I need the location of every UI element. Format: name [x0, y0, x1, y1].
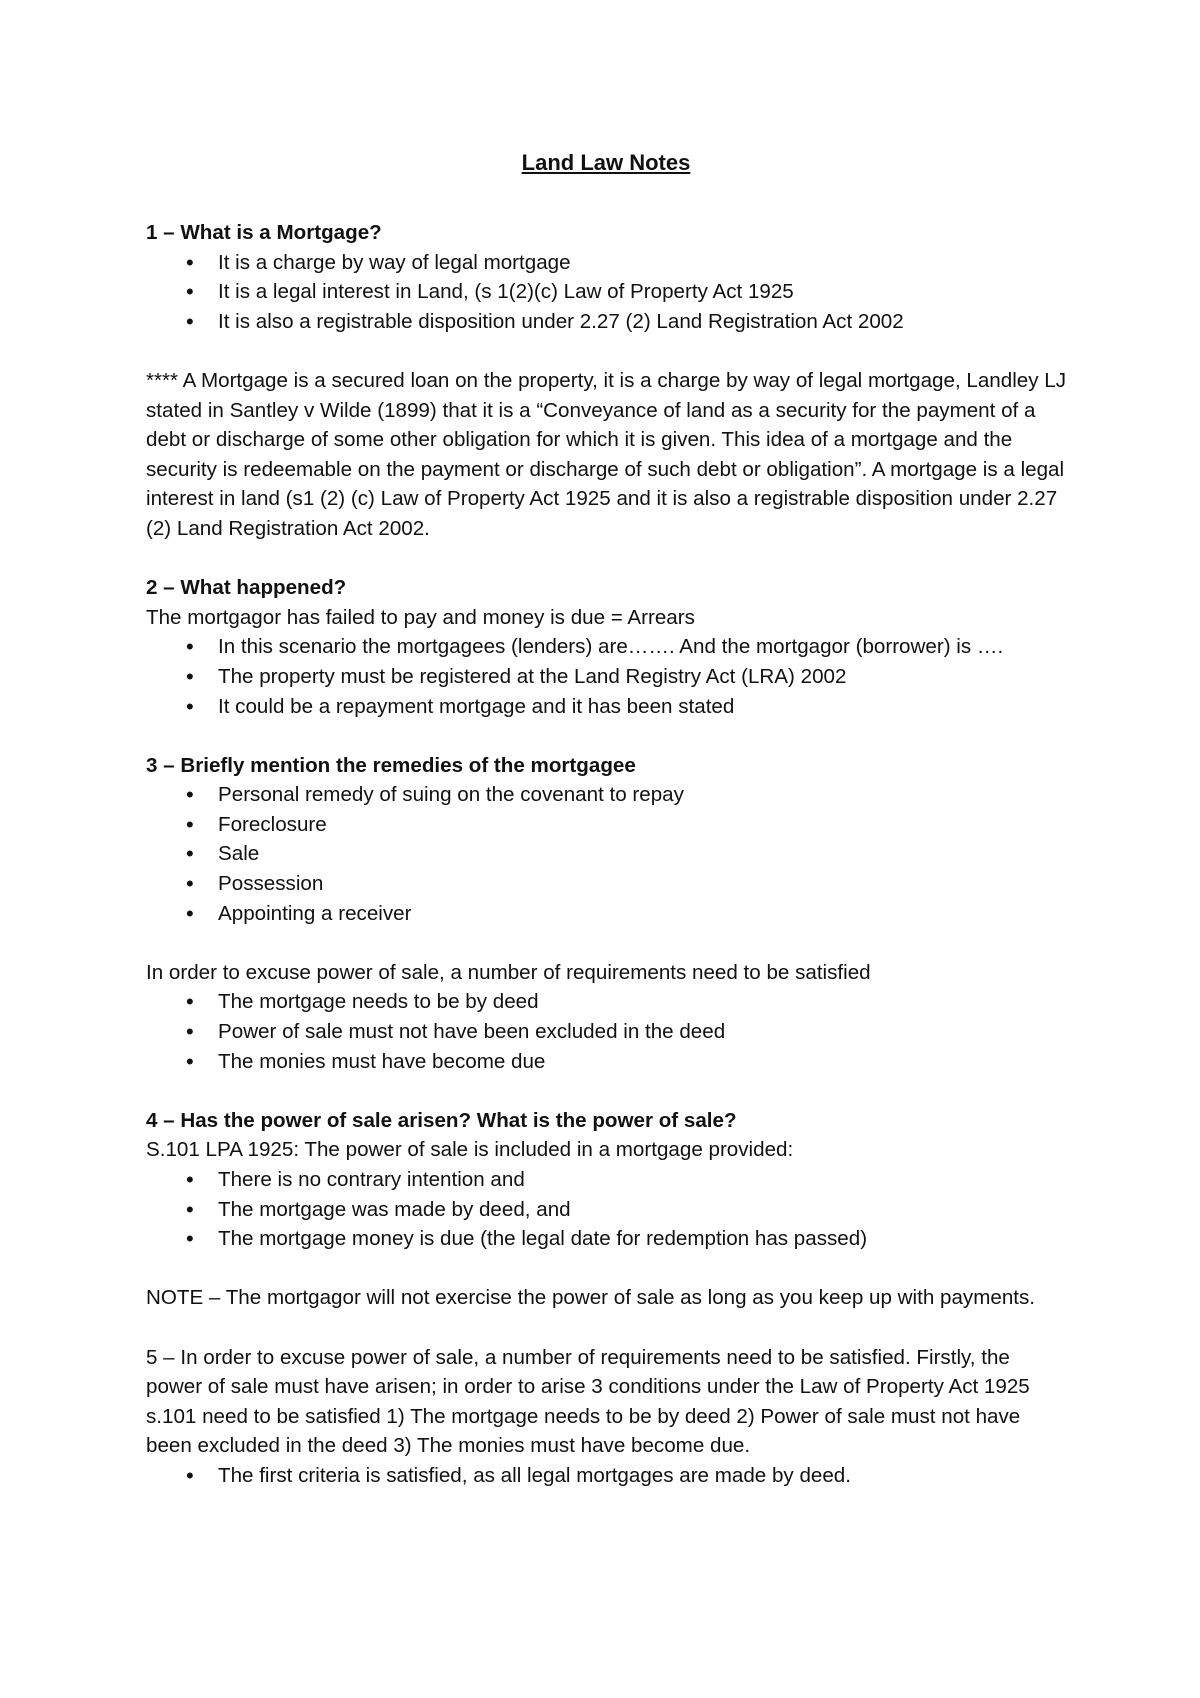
- list-item: • Foreclosure: [146, 810, 1066, 840]
- section-5-list: [146, 1461, 1066, 1491]
- section-1-number: 1 –: [146, 221, 181, 244]
- requirements-intro: In order to excuse power of sale, a number of requirements need to be satisfied: [146, 960, 871, 984]
- spacer: [146, 928, 1066, 958]
- document-title: Land Law Notes: [521, 150, 691, 175]
- section-5-paragraph: 5 – In order to excuse power of sale, a number of requirements need to be satisfied. Firstly, the power of sale must have arisen; in order to arise 3 conditions under the Law of Property Act 1925 s.101 need to be satisfied 1) The mortgage needs to be by deed 2) Power of sale must not have been excluded in the deed 3) The monies must have become due.: [146, 1345, 1030, 1458]
- spacer: [146, 1254, 1066, 1284]
- spacer: [146, 336, 1066, 366]
- section-2-list: [146, 632, 1066, 721]
- spacer: [146, 1076, 1066, 1106]
- list-item: • Appointing a receiver: [146, 899, 1066, 929]
- note-paragraph: NOTE – The mortgagor will not exercise the power of sale as long as you keep up with payments.: [146, 1286, 1036, 1310]
- mortgage-definition-paragraph: **** A Mortgage is a secured loan on the property, it is a charge by way of legal mortgage, Landley LJ stated in Santley v Wilde (1899) that it is a “Conveyance of land as a security for the payment of a debt or discharge of some other obligation for which it is given. This idea of a mortgage and the security is redeemable on the payment or discharge of such debt or obligation”. A mortgage is a legal interest in land (s1 (2) (c) Law of Property Act 1925 and it is also a registrable disposition under 2.27 (2) Land Registration Act 2002.: [146, 368, 1067, 540]
- section-2-heading: [146, 573, 1066, 603]
- list-item: • There is no contrary intention and: [146, 1165, 1066, 1195]
- document-content: [146, 148, 1066, 1491]
- section-3-title: Briefly mention the remedies of the mortgagee: [180, 753, 636, 777]
- section-4-heading: [146, 1106, 1066, 1136]
- list-item: • It is a legal interest in Land, (s 1(2)(c) Law of Property Act 1925: [146, 277, 1066, 307]
- list-item: • In this scenario the mortgagees (lenders) are……. And the mortgagor (borrower) is ….: [146, 632, 1066, 662]
- list-item: • The mortgage was made by deed, and: [146, 1195, 1066, 1225]
- section-2-number: 2 –: [146, 576, 181, 600]
- list-item: • Power of sale must not have been excluded in the deed: [146, 1017, 1066, 1047]
- section-4-list: [146, 1165, 1066, 1254]
- spacer: [146, 721, 1066, 751]
- list-item: • It is a charge by way of legal mortgage: [146, 248, 1066, 278]
- requirements-list: [146, 987, 1066, 1076]
- section-3-number: 3 –: [146, 753, 181, 777]
- list-item: • It is also a registrable disposition under 2.27 (2) Land Registration Act 2002: [146, 307, 1066, 337]
- list-item: • The mortgage money is due (the legal date for redemption has passed): [146, 1224, 1066, 1254]
- spacer: [146, 544, 1066, 574]
- section-3-heading: [146, 751, 1066, 781]
- list-item: • Sale: [146, 839, 1066, 869]
- section-4-title: Has the power of sale arisen? What is the power of sale?: [180, 1108, 737, 1132]
- section-1-title: What is a Mortgage?: [180, 221, 382, 244]
- list-item: • Possession: [146, 869, 1066, 899]
- list-item: • The first criteria is satisfied, as all legal mortgages are made by deed.: [146, 1461, 1066, 1491]
- list-item: • The monies must have become due: [146, 1047, 1066, 1077]
- section-3-list: [146, 780, 1066, 928]
- list-item: • The property must be registered at the Land Registry Act (LRA) 2002: [146, 662, 1066, 692]
- section-4-number: 4 –: [146, 1108, 181, 1132]
- list-item: • Personal remedy of suing on the covenant to repay: [146, 780, 1066, 810]
- spacer: [146, 1313, 1066, 1343]
- section-2-intro: The mortgagor has failed to pay and money is due = Arrears: [146, 605, 695, 629]
- section-1-list: [146, 248, 1066, 337]
- section-1-heading: [146, 218, 1066, 248]
- list-item: • It could be a repayment mortgage and it has been stated: [146, 692, 1066, 722]
- section-2-title: What happened?: [180, 576, 347, 600]
- section-4-intro: S.101 LPA 1925: The power of sale is included in a mortgage provided:: [146, 1138, 794, 1162]
- list-item: • The mortgage needs to be by deed: [146, 987, 1066, 1017]
